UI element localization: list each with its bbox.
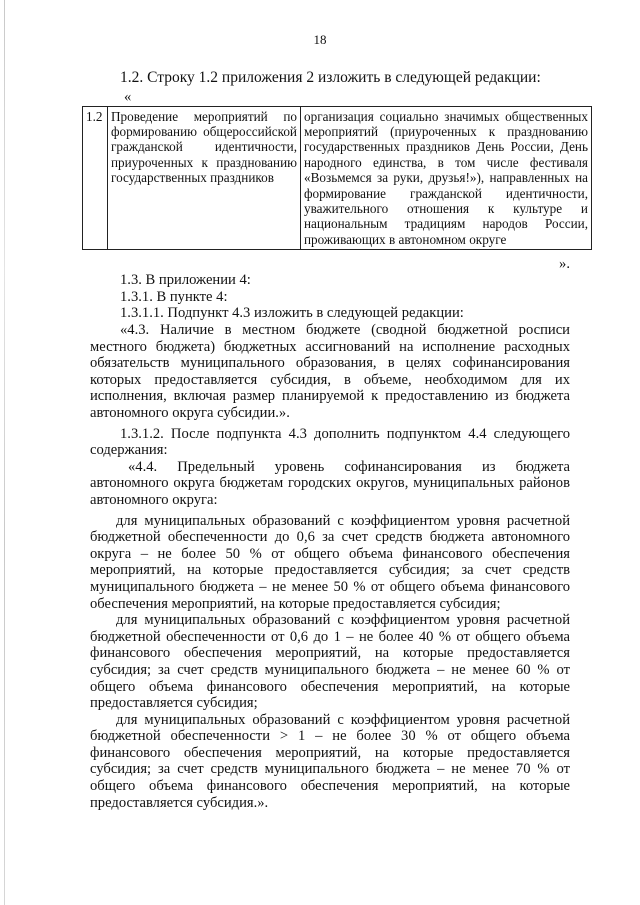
activity-name-cell: Проведение мероприятий по формированию общероссийской гражданской идентичности, приуроченных к празднованию государственных праздников <box>108 106 301 250</box>
row-number-cell: 1.2 <box>83 106 108 250</box>
paragraph-case-1: для муниципальных образований с коэффициентом уровня расчетной бюджетной обеспеченности до 0,6 за счет средств бюджета автономного округа – не более 50 % от общего объема финансового обеспечения мероприятий, на которые предоставляется субсидия; за счет средств муниципального бюджета – не менее 50 % от общего объема финансового обеспечения мероприятий, на которые предоставляется субсидия; <box>90 512 570 612</box>
paragraph-1-2-heading: 1.2. Строку 1.2 приложения 2 изложить в следующей редакции: <box>120 69 541 86</box>
activity-description-cell: организация социально значимых общественных мероприятий (приуроченных к празднованию государственных праздников День России, День народного единства, в том числе фестиваля «Возьмемся за руки, друзья!»), направленных на формирование гражданской идентичности, уважительного отношения к культуре и национальным традициям народов России, проживающих в автономном округе <box>301 106 592 250</box>
paragraph-1-3-1-2: 1.3.1.2. После подпункта 4.3 дополнить подпунктом 4.4 следующего содержания: <box>90 425 570 459</box>
paragraph-1-3: 1.3. В приложении 4: <box>120 272 251 289</box>
quote-close-mark: ». <box>559 256 570 273</box>
paragraph-case-2: для муниципальных образований с коэффициентом уровня расчетной бюджетной обеспеченности от 0,6 до 1 – не более 40 % от общего объема финансового обеспечения мероприятий, на которые предоставляется субсидия; за счет средств муниципального бюджета – не менее 60 % от общего объема финансового обеспечения мероприятий, на которые предоставляется субсидия; <box>90 612 570 712</box>
paragraph-1-3-1: 1.3.1. В пункте 4: <box>120 288 228 305</box>
paragraph-case-3: для муниципальных образований с коэффициентом уровня расчетной бюджетной обеспеченности > 1 – не более 30 % от общего объема финансового обеспечения мероприятий, на которые предоставляется субсидия; за счет средств муниципального бюджета – не менее 70 % от общего объема финансового обеспечения мероприятий, на которые предоставляется субсидия.». <box>90 711 570 811</box>
scan-edge <box>4 0 5 905</box>
paragraph-1-3-1-1: 1.3.1.1. Подпункт 4.3 изложить в следующей редакции: <box>120 305 464 322</box>
table-row <box>83 106 592 250</box>
amendment-table <box>82 106 592 251</box>
quote-open-mark: « <box>124 88 132 105</box>
page-number: 18 <box>313 32 327 47</box>
paragraph-4-4: «4.4. Предельный уровень софинансирования из бюджета автономного округа бюджетам городских округов, муниципальных районов автономного округа: <box>90 458 570 508</box>
document-body <box>86 60 588 811</box>
paragraph-4-3: «4.3. Наличие в местном бюджете (сводной бюджетной росписи местного бюджета) бюджетных ассигнований на исполнение расходных обязательств муниципального образования, в целях софинансирования которых предоставляется субсидия, в объеме, необходимом для их исполнения, включая размер планируемой к предоставлению из бюджета автономного округа субсидии.». <box>90 322 570 421</box>
